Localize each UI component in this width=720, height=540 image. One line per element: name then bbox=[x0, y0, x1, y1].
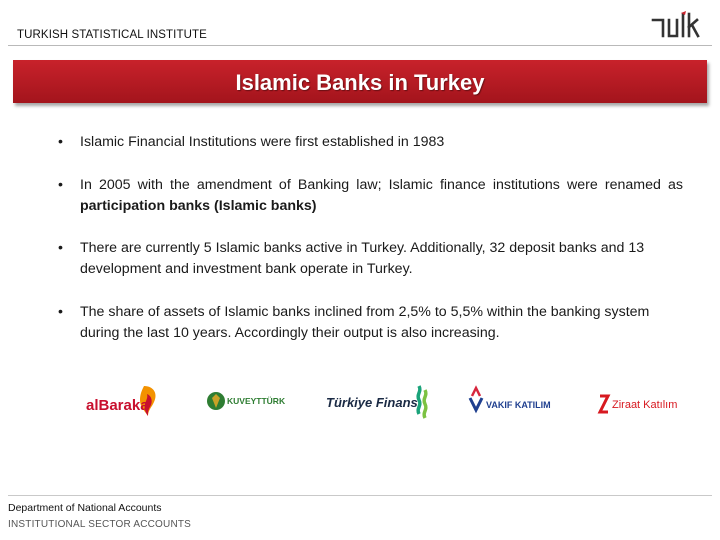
footer-divider bbox=[8, 495, 712, 496]
list-item bbox=[58, 175, 683, 217]
list-item bbox=[58, 238, 683, 280]
list-item bbox=[58, 302, 683, 344]
ziraat-katilim-logo-icon bbox=[596, 380, 676, 424]
bullet-text: Islamic Financial Institutions were first established in 1983 bbox=[80, 134, 445, 150]
bullet-marker: • bbox=[58, 134, 63, 150]
footer-department: Department of National Accounts bbox=[8, 502, 162, 514]
footer-unit: INSTITUTIONAL SECTOR ACCOUNTS bbox=[8, 519, 192, 530]
bullet-text: In 2005 with the amendment of Banking law; Islamic finance institutions were renamed as bbox=[80, 177, 683, 193]
bullet-marker: • bbox=[58, 304, 63, 320]
bullet-text-emphasis: participation banks (Islamic banks) bbox=[80, 198, 317, 214]
svg-text:VAKIF KATILIM: VAKIF KATILIM bbox=[486, 400, 551, 410]
turkiye-finans-logo-icon bbox=[324, 380, 432, 424]
title-banner bbox=[13, 60, 707, 103]
svg-text:KUVEYTTÜRK: KUVEYTTÜRK bbox=[227, 396, 286, 406]
albaraka-logo-icon bbox=[84, 380, 164, 424]
bank-logos-row bbox=[84, 380, 684, 424]
header-organization: TURKISH STATISTICAL INSTITUTE bbox=[17, 29, 207, 41]
bullet-marker: • bbox=[58, 240, 63, 256]
bullet-marker: • bbox=[58, 177, 63, 193]
svg-text:Ziraat Katılım: Ziraat Katılım bbox=[612, 399, 678, 411]
page-title: Islamic Banks in Turkey bbox=[235, 70, 485, 95]
header-divider bbox=[8, 45, 712, 46]
svg-text:Türkiye Finans: Türkiye Finans bbox=[326, 395, 418, 410]
tuik-logo-icon bbox=[650, 11, 700, 41]
vakif-katilim-logo-icon bbox=[466, 380, 552, 424]
list-item bbox=[58, 132, 683, 153]
bullet-text: There are currently 5 Islamic banks active in Turkey. Additionally, 32 deposit banks and 13 development and investment bank operate in Turkey. bbox=[80, 240, 645, 277]
bullet-list bbox=[58, 132, 683, 366]
svg-text:alBaraka: alBaraka bbox=[86, 397, 149, 414]
kuveytturk-logo-icon bbox=[206, 380, 286, 424]
bullet-text: The share of assets of Islamic banks inclined from 2,5% to 5,5% within the banking system during the last 10 years. Accordingly their output is also increasing. bbox=[80, 304, 650, 341]
